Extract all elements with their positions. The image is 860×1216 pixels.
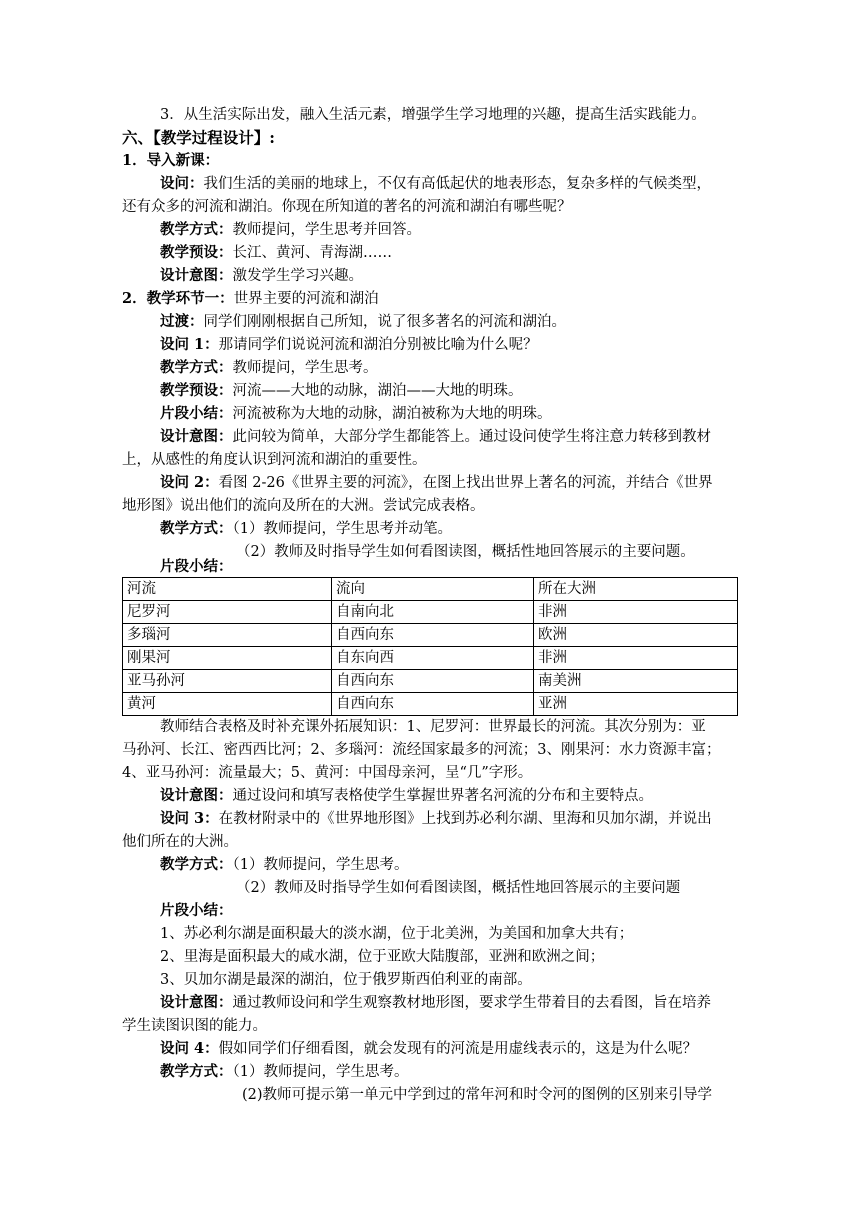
paragraph: 1、苏必利尔湖是面积最大的淡水湖，位于北美洲，为美国和加拿大共有； bbox=[160, 926, 634, 942]
table-cell: 自西向东 bbox=[332, 693, 534, 716]
table-cell: 非洲 bbox=[534, 601, 738, 624]
table-cell: 亚马孙河 bbox=[123, 670, 332, 693]
paragraph: (2)教师可提示第一单元中学到过的常年河和时令河的图例的区别来引导学 bbox=[242, 1087, 713, 1103]
paragraph: 他们所在的大洲。 bbox=[122, 834, 238, 850]
paragraph: 设问 4：假如同学们仔细看图，就会发现有的河流是用虚线表示的，这是为什么呢？ bbox=[160, 1040, 698, 1057]
paragraph: 设计意图：通过设问和填写表格使学生掌握世界著名河流的分布和主要特点。 bbox=[160, 787, 653, 804]
table-cell: 非洲 bbox=[534, 647, 738, 670]
paragraph: 教师结合表格及时补充课外拓展知识：1、尼罗河：世界最长的河流。其次分别为：亚 bbox=[160, 719, 706, 735]
table-cell: 多瑙河 bbox=[123, 624, 332, 647]
table-row bbox=[123, 670, 738, 693]
paragraph: 3、贝加尔湖是最深的湖泊，位于俄罗斯西伯利亚的南部。 bbox=[160, 972, 532, 988]
paragraph: 教学方式：（1）教师提问，学生思考并动笔。 bbox=[160, 520, 452, 537]
subheading: 2．教学环节一：世界主要的河流和湖泊 bbox=[122, 290, 379, 307]
table-row bbox=[123, 693, 738, 716]
paragraph: 3．从生活实际出发，融入生活元素，增强学生学习地理的兴趣，提高生活实践能力。 bbox=[160, 107, 706, 123]
table-row bbox=[123, 601, 738, 624]
rivers-table bbox=[122, 577, 738, 716]
table-header-cell: 河流 bbox=[123, 578, 332, 601]
paragraph: 教学方式：教师提问，学生思考并回答。 bbox=[160, 221, 421, 238]
paragraph: （2）教师及时指导学生如何看图读图，概括性地回答展示的主要问题。 bbox=[236, 544, 695, 560]
subheading: 1．导入新课： bbox=[122, 152, 220, 169]
paragraph: 2、里海是面积最大的咸水湖，位于亚欧大陆腹部，亚洲和欧洲之间； bbox=[160, 949, 605, 965]
table-header-cell: 所在大洲 bbox=[534, 578, 738, 601]
table-cell: 自西向东 bbox=[332, 624, 534, 647]
paragraph: （2）教师及时指导学生如何看图读图，概括性地回答展示的主要问题 bbox=[236, 880, 681, 896]
paragraph: 教学方式：（1）教师提问，学生思考。 bbox=[160, 1063, 409, 1080]
table-cell: 尼罗河 bbox=[123, 601, 332, 624]
table-cell: 自南向北 bbox=[332, 601, 534, 624]
table-cell: 南美洲 bbox=[534, 670, 738, 693]
paragraph: 设计意图：通过教师设问和学生观察教材地形图，要求学生带着目的去看图，旨在培养 bbox=[160, 994, 711, 1011]
paragraph: 设问 2：看图 2-26《世界主要的河流》，在图上找出世界上著名的河流，并结合《世界 bbox=[160, 474, 713, 491]
table-cell: 刚果河 bbox=[123, 647, 332, 670]
paragraph: 设问：我们生活的美丽的地球上，不仅有高低起伏的地表形态，复杂多样的气候类型， bbox=[160, 175, 711, 192]
table-cell: 自西向东 bbox=[332, 670, 534, 693]
section-heading: 六、【教学过程设计】: bbox=[122, 128, 275, 147]
paragraph: 教学方式：（1）教师提问，学生思考。 bbox=[160, 856, 409, 873]
paragraph: 马孙河、长江、密西西比河；2、多瑙河：流经国家最多的河流；3、刚果河：水力资源丰富； bbox=[122, 742, 721, 758]
paragraph: 教学预设：河流——大地的动脉，湖泊——大地的明珠。 bbox=[160, 382, 523, 399]
paragraph: 教学方式：教师提问，学生思考。 bbox=[160, 359, 378, 376]
paragraph: 过渡：同学们刚刚根据自己所知，说了很多著名的河流和湖泊。 bbox=[160, 313, 566, 330]
paragraph: 地形图》说出他们的流向及所在的大洲。尝试完成表格。 bbox=[122, 498, 485, 514]
paragraph: 设问 3：在教材附录中的《世界地形图》上找到苏必利尔湖、里海和贝加尔湖，并说出 bbox=[160, 810, 712, 827]
paragraph: 学生读图识图的能力。 bbox=[122, 1018, 267, 1034]
table-row bbox=[123, 624, 738, 647]
table-cell: 黄河 bbox=[123, 693, 332, 716]
paragraph: 还有众多的河流和湖泊。你现在所知道的著名的河流和湖泊有哪些呢？ bbox=[122, 199, 572, 215]
table-cell: 亚洲 bbox=[534, 693, 738, 716]
table-cell: 自东向西 bbox=[332, 647, 534, 670]
paragraph: 设问 1：那请同学们说说河流和湖泊分别被比喻为什么呢？ bbox=[160, 336, 538, 353]
paragraph: 片段小结： bbox=[160, 558, 233, 575]
paragraph: 片段小结： bbox=[160, 902, 233, 919]
paragraph: 上，从感性的角度认识到河流和湖泊的重要性。 bbox=[122, 452, 427, 468]
table-header-row bbox=[123, 578, 738, 601]
paragraph: 设计意图：激发学生学习兴趣。 bbox=[160, 267, 363, 284]
table-cell: 欧洲 bbox=[534, 624, 738, 647]
paragraph: 片段小结：河流被称为大地的动脉，湖泊被称为大地的明珠。 bbox=[160, 405, 552, 422]
table-header-cell: 流向 bbox=[332, 578, 534, 601]
table-row bbox=[123, 647, 738, 670]
paragraph: 设计意图：此问较为简单，大部分学生都能答上。通过设问使学生将注意力转移到教材 bbox=[160, 428, 711, 445]
paragraph: 4、亚马孙河：流量最大；5、黄河：中国母亲河，呈“几”字形。 bbox=[122, 765, 533, 781]
paragraph: 教学预设：长江、黄河、青海湖…… bbox=[160, 244, 392, 261]
